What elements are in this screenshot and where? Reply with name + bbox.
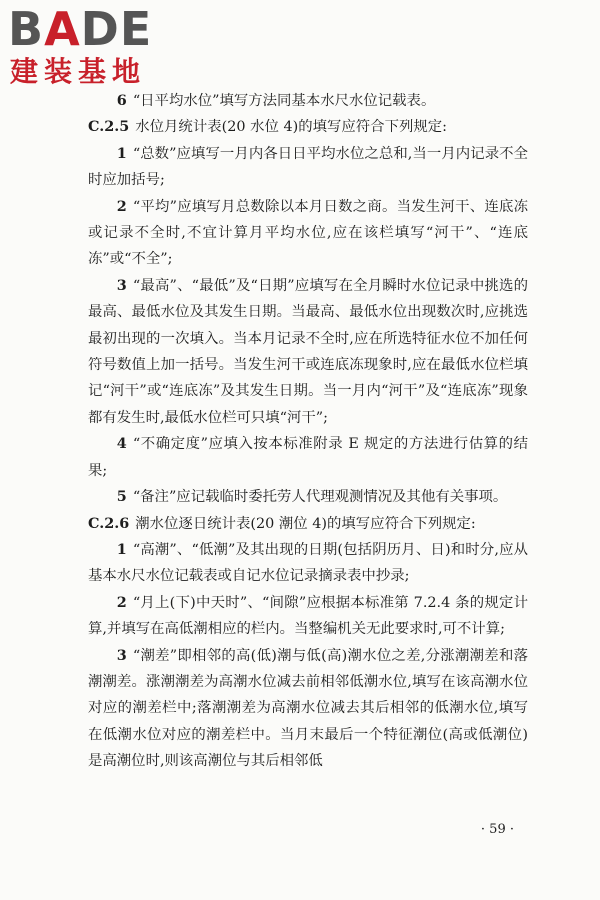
logo-chinese-text: 建装基地 <box>10 55 147 88</box>
section-c-2-5-heading: C.2.5 水位月统计表(20 水位 4)的填写应符合下列规定: <box>88 118 447 136</box>
section-c-2-6-heading: C.2.6 潮水位逐日统计表(20 潮位 4)的填写应符合下列规定: <box>88 514 476 532</box>
c26-item-1: 1 “高潮”、“低潮”及其出现的日期(包括阴历月、日)和时分,应从基本水尺水位记载表或自记水位记录摘录表中抄录; <box>88 540 528 585</box>
c25-item-1: 1 “总数”应填写一月内各日日平均水位之总和,当一月内记录不全时应加括号; <box>88 144 528 189</box>
document-body <box>88 88 528 775</box>
page-number: · 59 · <box>480 822 514 837</box>
c26-item-2: 2 “月上(下)中天时”、“间隙”应根据本标准第 7.2.4 条的规定计算,并填写在高低潮相应的栏内。当整编机关无此要求时,可不计算; <box>88 593 528 638</box>
logo-wordmark: BADE <box>8 2 153 56</box>
c25-item-2: 2 “平均”应填写月总数除以本月日数之商。当发生河干、连底冻或记录不全时,不宜计算月平均水位,应在该栏填写“河干”、“连底冻”或“不全”; <box>88 197 528 268</box>
paragraph-item-6: 6 “日平均水位”填写方法同基本水尺水位记载表。 <box>116 92 436 109</box>
c25-item-4: 4 “不确定度”应填入按本标准附录 E 规定的方法进行估算的结果; <box>88 435 528 479</box>
c26-item-3: 3 “潮差”即相邻的高(低)潮与低(高)潮水位之差,分涨潮潮差和落潮潮差。涨潮潮差为高潮水位减去前相邻低潮水位,填写在该高潮水位对应的潮差栏中;落潮潮差为高潮水位减去其后相邻的低潮水位,填写在低潮水位对应的潮差栏中。当月末最后一个特征潮位(高或低潮位)是高潮位时,则该高潮位与其后相邻低 <box>88 646 528 770</box>
bade-logo <box>8 4 178 90</box>
c25-item-3: 3 “最高”、“最低”及“日期”应填写在全月瞬时水位记录中挑选的最高、最低水位及其发生日期。当最高、最低水位出现数次时,应挑选最初出现的一次填入。当本月记录不全时,应在所选特征水位不加任何符号数值上加一括号。当发生河干或连底冻现象时,应在最低水位栏填记“河干”或“连底冻”及其发生日期。当一月内“河干”及“连底冻”现象都有发生时,最低水位栏可只填“河干”; <box>88 276 528 426</box>
c25-item-5: 5 “备注”应记载临时委托劳人代理观测情况及其他有关事项。 <box>116 488 508 506</box>
